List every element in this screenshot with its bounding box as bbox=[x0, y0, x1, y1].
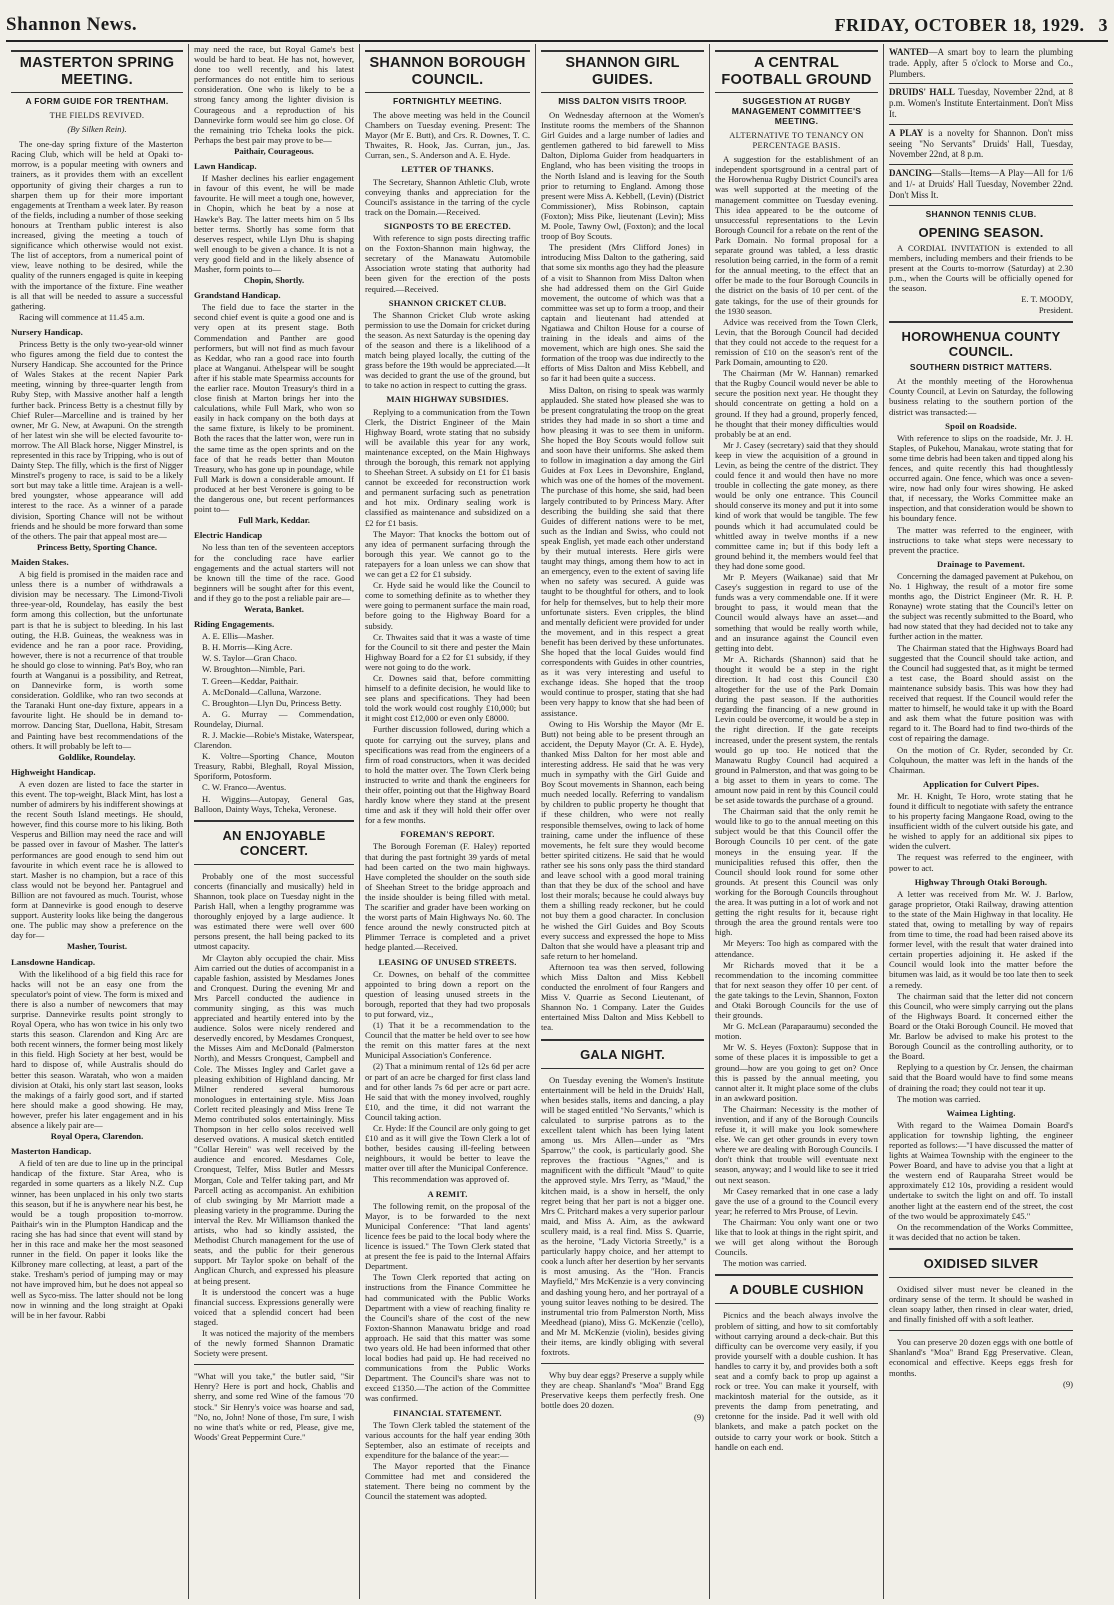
advert-number: (9) bbox=[1062, 1378, 1073, 1389]
classified-ad bbox=[889, 44, 1073, 84]
paragraph: The field due to face the starter in the second chief event is quite a good one and is very open at its present stage. Both Commendation and Panther are good performers, but will not find as much favour as Keddar, who ran a good race into fourth place at Wanganui. Athelspear will be sought after if his stable mate Spearmiss accounts for the earlier race. Mouton Treasury's third in a close finish at Marton brings her into the calculations, while Full Mark, who won so easily in hack company on the both days at the same fixture, is likely to be prominent. Both the races that the latter won, were run in the same time as the open sprints and on the face of that he reads better than Mouton Treasury, who has gone up in poundage, while Full Mark is down a considerable amount. If produced at her best Veronere is going to be the dangerous one, but recent performances point to— bbox=[194, 302, 354, 515]
paragraph: Oxidised silver must never be cleaned in the ordinary sense of the term. It should be washed in clean soapy lather, then rinsed in clear water, dried, and finally finished off with a soft leather. bbox=[889, 1283, 1073, 1325]
paragraph: The Secretary, Shannon Athletic Club, wrote conveying thanks and appreciation for the Council's assistance in the tarring of the cycle track on the Domain.—Received. bbox=[365, 176, 530, 217]
subheading: LEASING OF UNUSED STREETS. bbox=[378, 956, 517, 967]
ad-lead: DRUIDS' HALL bbox=[889, 87, 955, 98]
paragraph: On the motion of Cr. Ryder, seconded by Cr. Colquhoun, the matter was left in the hands of the Chairman. bbox=[889, 744, 1073, 775]
divider bbox=[889, 321, 1073, 323]
article-title: SHANNON BOROUGH COUNCIL. bbox=[365, 50, 530, 93]
paragraph: Mr Clayton ably occupied the chair. Miss Aim carried out the duties of accompanist in a capable fashion, assisted by Mesdames Jones and Cronquest. During the evening Mr and Mrs Parcell conducted the audience in community singing, as this was much appreciated and heartily entered into by the audience. Solos were nicely rendered and deservedly encored, by Mesdames Cronquest, the Misses Aim and McDonald (Palmerston North), and Messrs Cronquest, Campbell and Cole. The Misses Ingley and Carlet gave a pleasing exhibition of Highland dancing. Mr Milner rendered several humorous monologues in entertaining style. Miss Joan Corlett recited pleasingly and Miss Irene Te Memo contributed solos entertainingly. Miss Thompson in her cello solos received well deserved ovations. A musical sketch entitled "Collar Herein" was well received by the audience and encored. Mesdames Cole, Cronquest, Telfer, Miss Butler and Messrs Morgan, Cole and Telfer taking part, and Mr Parcell acting as accompanist. An exhibition of club swinging by Mr Marriott made a pleasing variety in the programme. During the interval the Rev. Mr Williamson thanked the artists, who had so kindly assisted, the Methodist Church management for the use of seats, and the public for their generous support. Mr Taylor spoke on behalf of the Anglican Church, and expressed his pleasure at being present. bbox=[194, 952, 354, 1286]
paragraph: A CORDIAL INVITATION is extended to all members, including members and their friends to be present at the Courts to-morrow (Saturday) at 2.30 p.m., when the Courts will be officially opened for the season. bbox=[889, 242, 1073, 293]
subheading: MAIN HIGHWAY SUBSIDIES. bbox=[386, 394, 509, 405]
column-2 bbox=[189, 44, 360, 1599]
tip-line: Chopin, Shortly. bbox=[243, 275, 305, 286]
subheading: Highway Through Otaki Borough. bbox=[914, 876, 1048, 887]
ad-text: —A smart boy to learn the plumbing trade. Apply, after 5 o'clock to Morse and Co., Plumbers. bbox=[889, 47, 1073, 79]
ad-text: —Stalls—Items—A Play—All for 1/6 and 1/- at Druids' Hall Tuesday, November 22nd. Don't Miss It. bbox=[889, 168, 1073, 200]
paragraph: Mr W. S. Heyes (Foxton): Suppose that in some of these places it is impossible to get a ground—how are you going to get on? Once this is passed by the annual meeting, you cannot alter it. It might place some of the clubs in an awkward position. bbox=[715, 1042, 878, 1103]
paragraph: Miss Dalton, on rising to speak was warmly applauded. She stated how pleased she was to be present congratulating the troop on the great strides they had made in so short a time and how pleasing it was to see them in uniform. She hoped the Boy Scouts would follow suit and soon have their uniforms. She asked them to follow in imagination a day among the Girl Guides at Fox Lees in Devonshire, England, which was one of the homes of the movement. The purchase of this home, she said, had been largely contributed to by Princess Mary. After describing the building she said that there Guides of different nations were to be met, such as the Indian and Swiss, who could not speak English, yet made each other understand by their mutual interests. Here girls were taught may things, among them how to act in an emergency, even to the extent of saving life when no safety was secured. A guide was taught to be thoughtful for others, and to look for help for themselves, but to help their more unfortunate sisters. Even cripples, the blind and mentally deficient were provided for under the movement, and in this respect a great benefit has been derived by these unfortunates. She hoped that the local Guides would find correspondents with Guides in other countries, as it was very interesting and useful to exchange ideas. She hoped that the troop would continue to prosper, stating that she had been very happy to know that she had been of assistance. bbox=[541, 384, 704, 718]
section-heading: Lansdowne Handicap. bbox=[11, 956, 96, 967]
paragraph: The motion was carried. bbox=[897, 1093, 981, 1104]
classified-ad bbox=[889, 84, 1073, 124]
paragraph: Further discussion followed, during which a quote for carrying out the survey, plans and specifications was read from the engineers of a firm of road constructors, when it was decided to hold the matter over. The Town Clerk being instructed to write and thank the engineers for their offer, pointing out that the Highway Board hardly know where they stand at the present time and ask if they will hold their offer over for a few months. bbox=[365, 724, 530, 826]
column-5 bbox=[710, 44, 884, 1599]
subheading: LETTER OF THANKS. bbox=[401, 164, 494, 175]
paragraph: A field of ten are due to line up in the principal handicap of the fixture. Star Area, who is regarded in some quarters as a likely N.Z. Cup winner, has been unplaced in his only two starts this season, but if he is anywhere near his best, he would be a tough proposition to-morrow. Paithair's win in the Plumpton Handicap and the racing she has had since that event will stand by her in this race and make her the most seasoned runner in the field. On paper it looks like the Kilbroney mare collecting, at least, a part of the stake. Tresham's period of jumping may or may not have improved him, but he does not appeal so well as Syco-miss. The latter should not be long now in winning and the long straight at Opaki will be in her favour. Rabbi bbox=[11, 1158, 183, 1320]
column-4 bbox=[536, 44, 710, 1599]
paragraph: Mr Richards moved that it be a recommendation to the incoming committee that for next season they offer 10 per cent. of the gate takings to the Levin, Shannon, Foxton and Otaki Borough Councils for the use of their grounds. bbox=[715, 959, 878, 1021]
article-title: SHANNON GIRL GUIDES. bbox=[541, 50, 704, 93]
section-heading: Masterton Handicap. bbox=[11, 1146, 92, 1157]
rider-line: W. S. Taylor—Gran Chaco. bbox=[202, 653, 297, 664]
paragraph: On Wednesday afternoon at the Women's Institute rooms the members of the Shannon Girl Guides and a large number of ladies and gentlemen gathered to bid farewell to Miss Dalton, Diploma Guider from headquarters in England, who has been visiting the troops in the North Island and is leaving for the South prior to returning to England. Among those present were Miss A. Kebbell, (Levin) (District Commissioner), Miss Robinson, captain (Foxton); Miss Pike, lieutenant (Levin); Miss M. Poole, Tawny Owl, (Foxton); and the local troop of Boy Scouts. bbox=[541, 110, 704, 242]
paragraph: Racing will commence at 11.45 a.m. bbox=[19, 311, 145, 322]
rider-line: C. Broughton—Llyn Du, Princess Betty. bbox=[202, 697, 342, 708]
subheading: Spoil on Roadside. bbox=[945, 420, 1017, 431]
paragraph: Cr. Downes said that, before committing himself to a definite decision, he would like to see plans and specifications. They had been told the work would cost roughly £10,000; but it might cost £12,000 or even only £8000. bbox=[365, 672, 530, 724]
paragraph: At the monthly meeting of the Horowhenua County Council, at Levin on Saturday, the following business relating to the southern portion of the district was transacted:— bbox=[889, 376, 1073, 417]
tip-line: Werata, Banket. bbox=[244, 603, 304, 614]
paragraph: Advice was received from the Town Clerk, Levin, that the Borough Council had decided that they could not accede to the request for a remission of £10 on the season's rent of the Park Domain, amounting to £20. bbox=[715, 316, 878, 368]
subheading: Application for Culvert Pipes. bbox=[922, 778, 1040, 789]
rider-line: K. Voltre—Sporting Chance, Mouton Treasury, Rabbi, Bleghall, Royal Mission, Sporiform, Potosform. bbox=[194, 751, 354, 782]
article-title: GALA NIGHT. bbox=[580, 1046, 665, 1062]
subheading: A REMIT. bbox=[427, 1188, 468, 1199]
paragraph: On the recommendation of the Works Committee, it was decided that no action be taken. bbox=[889, 1221, 1073, 1242]
paragraph: may need the race, but Royal Game's best would be hard to beat. He has not, however, done too well recently, and his latest performances do not entitle him to serious consideration. One who is likely to be a strong fancy among the lighter division is Courageous and a reproduction of his Dannevirke form would see him go close. Of the remaining trio Tcheka looks the pick. Perhaps the best pair may prove to be— bbox=[194, 44, 354, 145]
paragraph: Cr. Thwaites said that it was a waste of time for the Council to sit there and pester the Main Highway Board for a £2 for £1 subsidy, if they were not going to do the work. bbox=[365, 631, 530, 672]
section-heading: Riding Engagements. bbox=[194, 619, 275, 630]
paragraph: The Town Clerk reported that acting on instructions from the Finance Committee he had communicated with the Public Works Department with a view of reaching finality re the Council's share of the cost of the new Foxton-Shannon Manawatu bridge and road approach. He said that this matter was some two years old. He had been informed that other local bodies had paid up. He had received no communications from the Public Works Department. The Council's share was not to exceed £1350.—The action of the Committee was confirmed. bbox=[365, 1272, 530, 1404]
paragraph: The Chairman: Necessity is the mother of invention, and if any of the Borough Councils refuse it, it will make you look somewhere else. We can get other grounds in every town where we are dealing with Borough Councils. I don't think that trouble will eventuate next season, anyway; and I would like to see it tried out next season. bbox=[715, 1103, 878, 1185]
article-subtitle: FORTNIGHTLY MEETING. bbox=[393, 96, 502, 106]
article-title: AN ENJOYABLE CONCERT. bbox=[222, 827, 326, 858]
paragraph: On Tuesday evening the Women's Institute entertainment will be held in the Druids' Hall, when besides stalls, items and dancing, a play will be staged entitled "No Servants," which is calculated to surprise patrons as to the excellent talent which has been lying latent among us. Mrs Allen—under as "Mrs Sparrow," the cook, is particularly good. She reproves the fractious "Agnes," and is magnificent with the difficult "Maud" to quite the approved style. Mrs Terry, as "Maud," the kitchen maid, is a show in herself, the only regret being that her part is not a bigger one. Mrs C. Pritchard makes a very superior parlour maid, and Miss A. Aim, as the awkward scullery maid, is a real find. Miss S. Quarrie, as the heroine, "Lady Victoria Streetly," is a particularly happy choice, and her attempt to cook a lunch after her desertion by her servants is most amusing. As the "Hon. Francis Mayfield," Mrs McKenzie is a very convincing and dashing young hero, and her portrayal of a young suitor leaves nothing to be desired. The instrumental trio from Palmerston North, Miss Meedhead (piano), Miss G. McKenzie ('cello), and Mr M. McKenzie (violin), besides giving their items, are kindly obliging with several foxtrots. bbox=[541, 1074, 704, 1358]
page-number: 3 bbox=[1098, 15, 1108, 35]
article-subtitle-2: ALTERNATIVE TO TENANCY ON PERCENTAGE BASIS. bbox=[729, 130, 864, 151]
rider-line: B. H. Morris—King Acre. bbox=[202, 642, 293, 653]
subheading: Drainage to Pavement. bbox=[937, 558, 1025, 569]
tip-line: Goldlike, Roundelay. bbox=[58, 751, 136, 762]
ad-text: Tuesday, November 22nd, at 8 p.m. Women's Institute Entertainment. Don't Miss It. bbox=[889, 87, 1073, 119]
paragraph: It was noticed the majority of the members of the newly formed Shannon Dramatic Society were present. bbox=[194, 1327, 354, 1359]
paragraph: The motion was carried. bbox=[723, 1258, 807, 1269]
article-subtitle: SOUTHERN DISTRICT MATTERS. bbox=[909, 362, 1053, 373]
subheading: FOREMAN'S REPORT. bbox=[400, 829, 495, 840]
paragraph: The Town Clerk tabled the statement of the various accounts for the half year ending 30th September, also an estimate of receipts and expenditure for the balance of the year:— bbox=[365, 1419, 530, 1460]
tip-line: Full Mark, Keddar. bbox=[238, 515, 310, 526]
column-1 bbox=[6, 44, 189, 1599]
paragraph: The Chairman said that the only remit he would like to go to the annual meeting on this subject would be that this Council offer the Borough Councils 10 per cent. of the gate moneys in the ensuing year. If the municipalities refused this offer, then the Council should look round for some other grounds. At present this Council was only working for the Borough Councils throughout the area. It was putting in a lot of work and not getting the right results for it, because right through the area the ground rentals were too high. bbox=[715, 806, 878, 938]
paragraph: Mr A. Richards (Shannon) said that he thought it would be a step in the right direction. It had cost this Council £30 altogether for the use of the Park Domain during the past season. If the authorities regarding the financing of a new ground in Levin could be overcome, it would be a step in the right direction. If the gate receipts increased, under the present system, the rentals would go up too. He noticed that the Manawatu Rugby Council had acquired a ground in Palmerston, and that was going to be a big asset to them in years to come. The amount now paid in rent by this Council could be set aside towards the purchase of a ground. bbox=[715, 653, 878, 806]
paragraph: The following remit, on the proposal of the Mayor, is to be forwarded to the next Municipal Conference: "That land agents' licence fees be paid to the local body where the licence is issued." The Town Clerk stated that at present the fee is paid to the Internal Affairs Department. bbox=[365, 1200, 530, 1272]
tip-line: Masher, Tourist. bbox=[66, 941, 128, 952]
paragraph: Owing to His Worship the Mayor (Mr E. Butt) not being able to be present through an accident, the Deputy Mayor (Cr. A. E. Hyde), thanked Miss Dalton for her most able and interesting address. He said that he was very much in sympathy with the Girl Guide and Boy Scout movements in Shannon, each being much needed locally. Referring to vandalism by children to public property he thought that if these children, who were not really responsible themselves, owing to lack of home training, came under the influence of these movements, he felt sure they would become better spirited citizens. He said that he would rather see his sons only pass the third standard and leave school with a good moral training than that they be dux of the school and have lost their morals; because he could always buy them a shilling ready reckoner, but he could not buy them a good character. In conclusion he wished the Girl Guides and Boy Scouts every success and expressed the hope to Miss Dalton that she would have a pleasant trip and safe return to her homeland. bbox=[541, 718, 704, 961]
subheading: FINANCIAL STATEMENT. bbox=[393, 1407, 502, 1418]
article-subtitle: MISS DALTON VISITS TROOP. bbox=[558, 96, 687, 106]
subheading: Waimea Lighting. bbox=[946, 1107, 1016, 1118]
divider bbox=[541, 1039, 704, 1041]
article-subtitle-2: THE FIELDS REVIVED. bbox=[49, 110, 145, 120]
section-heading: Maiden Stakes. bbox=[11, 556, 69, 567]
tip-line: Princess Betty, Sporting Chance. bbox=[36, 541, 158, 552]
divider bbox=[889, 1277, 1073, 1278]
article-title: A DOUBLE CUSHION bbox=[729, 1282, 864, 1298]
rider-line: A. E. Ellis—Masher. bbox=[202, 631, 274, 642]
divider bbox=[715, 1274, 878, 1276]
column-6 bbox=[884, 44, 1078, 1599]
article-title: OPENING SEASON. bbox=[918, 224, 1044, 240]
paragraph: Replying to a question by Cr. Jensen, the chairman said that the Board would have to find some means of draining the road; they could not tear it up. bbox=[889, 1062, 1073, 1093]
paragraph: Cr. Hyde: If the Council are only going to get £10 and as it will give the Town Clerk a lot of bother, besides causing ill-feeling between neighbours, it would be better to leave the matter over till after the Municipal Conference. bbox=[365, 1123, 530, 1174]
paragraph: The matter was referred to the engineer, with instructions to take what steps were necessary to prevent the practice. bbox=[889, 524, 1073, 555]
section-heading: Electric Handicap bbox=[194, 530, 263, 541]
paragraph: The Mayor reported that the Finance Committee had met and considered the statement. There being no comment by the Council the statement was adopted. bbox=[365, 1461, 530, 1502]
paragraph: No less than ten of the seventeen acceptors for the concluding race have earlier engagements and the actual starters will not be known till the time of the race. Good beginners will be sought after for this event, and if they go to the post a reliable pair are— bbox=[194, 542, 354, 603]
ad-lead: WANTED bbox=[889, 47, 929, 57]
paragraph: This recommendation was approved of. bbox=[373, 1174, 510, 1185]
column-3 bbox=[360, 44, 536, 1599]
paragraph: With regard to the Waimea Domain Board's application for township lighting, the engineer reported as follows:—"I have discussed the matter of lights at Waimea Township with the engineer to the Power Board, and have to advise you that a light at the western end of Rauparaha Street would be approximately £12 10s, providing a resident would undertake to switch the light on and off. To install another light at the eastern end of the street, the cost of the two would be approximately £45." bbox=[889, 1119, 1073, 1221]
advert-verse: "What will you take," the butler said, "Sir Henry? Here is port and hock, Chablis and sherry, and some red Wine of the famous '70 stock." Sir Henry's voice was hoarse and sad, "No, no, John! None of those, I'm sure, I wish no wine that's white or red, Please, give me, Woods' Great Peppermint Cure." bbox=[194, 1371, 354, 1442]
subheading: SIGNPOSTS TO BE ERECTED. bbox=[384, 220, 511, 231]
article-subtitle: SUGGESTION AT RUGBY MANAGEMENT COMMITTEE'S MEETING. bbox=[731, 96, 862, 126]
subheading: SHANNON CRICKET CLUB. bbox=[388, 297, 507, 308]
article-title: HOROWHENUA COUNTY COUNCIL. bbox=[901, 329, 1061, 360]
rider-line: T. Green—Keddar, Paithair. bbox=[202, 675, 299, 686]
signature-role: President. bbox=[1038, 305, 1073, 316]
paragraph: The Chairman (Mr W. Hannan) remarked that the Rugby Council would never be able to secure the position next year. He thought they should concentrate on getting a hold on a ground. If they had a ground, properly fenced, he thought that their money difficulties would probably be at an end. bbox=[715, 368, 878, 439]
section-heading: Lawn Handicap. bbox=[194, 161, 257, 172]
paper-name: Shannon News. bbox=[6, 14, 138, 35]
paragraph: The Shannon Cricket Club wrote asking permission to use the Domain for cricket during the season. As next Saturday is the opening day of the season and there is a likelihood of a match being played locally, the cutting of the grass before the 19th would be appreciated.—It was decided to grant the use of the ground, but to take no action in respect to cutting the grass. bbox=[365, 309, 530, 391]
paragraph: Mr. H. Knight, Te Horo, wrote stating that he found it difficult to negotiate with safety the entrance to his property facing Mangaone Road, owing to the insufficient width of the culvert outside his gate, and he wished to apply for an additional six pipes to widen the culvert. bbox=[889, 790, 1073, 852]
classified-ad bbox=[889, 165, 1073, 205]
ad-text: is a novelty for Shannon. Don't miss seeing "No Servants" Druids' Hall, Tuesday, November 22nd, at 8 p.m. bbox=[889, 127, 1073, 160]
paragraph: The Chairman stated that the Highways Board had suggested that the Council should take action, and the Council had suggested that, as it might be termed a test case, the Board should assist on the maintenance subsidy basis. This was how they had received that request. If the Council would refer the matter to himself, he would take it up with the Board and ask them what the future position was with regard to it. The Board had to find two-thirds of the cost of repairing the damage. bbox=[889, 642, 1073, 744]
section-heading: Highweight Handicap. bbox=[11, 766, 96, 777]
paragraph: Probably one of the most successful concerts (financially and musically) held in Shannon, took place on Tuesday night in the Parish Hall, when a lengthy programme was thoroughly enjoyed by a large audience. It was estimated there were well over 600 persons present, the hall being packed to its utmost capacity. bbox=[194, 870, 354, 952]
advert-text: Why buy dear eggs? Preserve a supply while they are cheap. Shanland's "Moa" Brand Egg Preservative keeps them perfectly fresh. One bottle does 20 dozen. bbox=[541, 1370, 704, 1411]
page-columns bbox=[6, 44, 1108, 1599]
paragraph: The Mayor: That knocks the bottom out of any idea of permanent surfacing through the borough this year. We cannot go to the ratepayers for a loan unless we can show that we can get a £2 for £1 subsidy. bbox=[365, 528, 530, 580]
rider-line: A. McDonald—Calluna, Warzone. bbox=[202, 686, 322, 697]
article-title: OXIDISED SILVER bbox=[923, 1255, 1039, 1271]
paragraph: The request was referred to the engineer, with power to act. bbox=[889, 852, 1073, 873]
paragraph: A big field is promised in the maiden race and unless there is a number of withdrawals a division may be necessary. The Limond-Tivoli three-year-old, Roundelay, has easily the best form among this collection, but the unfortunate part is that he is subject to bleeding. In his last outing, the H.B. Guineas, the weakness was in evidence and he ran a poor race. Providing, however, there is not a recurrence of that trouble he should go close to winning. Pat's Boy, who ran fourth at Wanganui is a possibility, and Retreat, on Dannevirke form, is worth some consideration. Goldlike, who ran two seconds at the Taranaki Hunt one-day fixture, appears in a favourite light. He should be in demand to-morrow. Dancing Star, Duellona, Habit, Stresam and Painting have best recommendations of the others. It will probably be left to— bbox=[11, 569, 183, 751]
paragraph: Princess Betty is the only two-year-old winner who figures among the field due to contest the Nursery Handicap. She accounted for the Prince of Wales Stakes at the recent Napier Park meeting, winning by three-quarter length from Ruby Step, with Massive another half a length further back. Princess Betty is a chestnut filly by Chief Ruler—Marcelline and is trained by her owner, Mr G. New, at Awapuni. On the strength of her latest win she will be elected favourite to-morrow. The All Black horse, Nigger Minstrel, is represented in this race by Tripping, who is out of Dainty Step. The filly, which is the first of Nigger Minstrel's progeny to race, is said to be a likely sort but may take a little time. Arajean is a well-bred youngster, whose appearance will add interest to the race. As a winner of a parade division, Sporting Chance will not be without friends and he should be more forward than some of the others. The pair that appeal most are— bbox=[11, 338, 183, 541]
paragraph: The Borough Foreman (F. Haley) reported that during the past fortnight 39 yards of metal had been carted on the two main highways. Have completed the shoulder on the south side of Sheehan Street to the bridge approach and the inside shoulder is being filled with metal. The scarifier and grader have been working on the worst parts of Main Highways No. 60. The fence around the newly constructed pitch at Plimmer Terrace is completed and a privet hedge planted.—Received. bbox=[365, 841, 530, 953]
ad-lead: DANCING bbox=[889, 168, 933, 179]
masthead bbox=[6, 0, 1108, 42]
rider-line: W. Broughton—Nimble, Pari. bbox=[202, 664, 306, 675]
club-heading: SHANNON TENNIS CLUB. bbox=[925, 208, 1037, 219]
divider bbox=[194, 1364, 354, 1365]
article-title: A CENTRAL FOOTBALL GROUND bbox=[715, 50, 878, 93]
paragraph: (2) That a minimum rental of 12s 6d per acre or part of an acre be charged for first class land and for other lands 7s 6d per acre or part acre. He said that with the money involved, roughly £10, and the time, it did not warrant the Council taking action. bbox=[365, 1061, 530, 1122]
rider-line: C. W. Franco—Aventus. bbox=[202, 782, 287, 793]
divider bbox=[715, 1303, 878, 1304]
section-heading: Grandstand Handicap. bbox=[194, 290, 281, 301]
paragraph: The chairman said that the letter did not concern this Council, who were simply carrying out the plans of the Highways Board. It concerned either the Board or the Otaki Borough Council. He moved that Mr. Barlow be advised to make his protest to the Borough Council as the controlling authority, or to the Board. bbox=[889, 990, 1073, 1062]
paragraph: Mr Meyers: Too high as compared with the attendance. bbox=[715, 938, 878, 959]
paragraph: Mr Casey remarked that in one case a lady gave the use of a ground to the Council every year; he referred to Mrs Prouse, of Levin. bbox=[715, 1185, 878, 1216]
paragraph: The Chairman: You only want one or two like that to look at things in the right spirit, and we will get along without the Borough Councils. bbox=[715, 1216, 878, 1258]
classified-ad bbox=[889, 125, 1073, 165]
paragraph: Cr. Hyde said he would like the Council to come to something definite as to whether they were going to permanent surface the main road, before going to the Highway Board for a subsidy. bbox=[365, 580, 530, 631]
byline: (By Silken Rein). bbox=[67, 124, 127, 135]
date-line: FRIDAY, OCTOBER 18, 1929. bbox=[834, 15, 1085, 35]
divider bbox=[889, 1330, 1073, 1331]
paragraph: If Masher declines his earlier engagement in favour of this event, he will be made favourite. He will meet a tough one, however, in Chopin, which he beat by a nose at Hawke's Bay. The latter meets him on 5 lbs better terms. Shortly has some form that deserves respect, while Llyn Dhu is shaping well enough to be given a chance. It is not a very good field and in the likely absence of Masher, form points to— bbox=[194, 173, 354, 274]
section-heading: Nursery Handicap. bbox=[11, 326, 83, 337]
paragraph: Picnics and the beach always involve the problem of sitting, and how to sit comfortably without carrying around a deck-chair. But this difficulty can be overcome very easily, if you provide yourself with a double cushion. It has handles to carry it by, and provides both a soft seat and a comfy back to prop up against a rock or tree. You can make it yourself, with mackintosh material for the outside, as it prevents the damp from penetrating, and cretonne for the inside. Pad it well with old blankets, and make a patch pocket on the outside to carry your work or book. Stitch a handle on each end. bbox=[715, 1310, 878, 1452]
rider-line: H. Wiggins—Autopay, General Gas, Balloon, Dainty Ways, Tcheka, Veronese. bbox=[194, 793, 354, 814]
paragraph: With reference to slips on the roadside, Mr. J. H. Staples, of Pukehou, Manakau, wrote stating that for some time debris had been taken and tipped along his fences, and quite recently this had thoughtlessly occurred again. One fence, which was once a seven-wire, now had only four wires showing. He asked that, if necessary, the Works Committee make an inspection, and that consideration would be shown to his boundary fence. bbox=[889, 432, 1074, 524]
paragraph: With the likelihood of a big field this race for hacks will not be an easy one from the speculator's point of view. The form is mixed and there is also a number of newcomers that may surprise. Dannevirke results point strongly to Royal Opera, who has won twice in his only two starts this season. Clarendon and King Arc are both recent winners, the former being most likely in this field. High Society at her best, would be hard to dispose of, while Australis should do better this season. Waratah, who won a maiden division at Otaki, his only start last season, looks the makings of a fairly good sort, and if started here should make a good showing. He may, however, prefer his later engagement and in his absence a likely pair are— bbox=[11, 968, 183, 1130]
paragraph: The one-day spring fixture of the Masterton Racing Club, which will be held at Opaki to-morrow, is a popular meeting with owners and trainers, as it provides them with an excellent opportunity of giving their charges a run to sharpen them up for their more important engagements at Trentham a week later. By reason of the fields, including a number of those seeking honours at Trentham public interest is also increased, giving the meeting a touch of significance which otherwise would not exist. The list of acceptors, from a numerical point of view, leave nothing to be desired, while the quality of the runners engaged is quite in keeping with the importance of the fixture. Fine weather is all that will be needed to assure a successful gathering. bbox=[11, 139, 183, 311]
date-page bbox=[835, 15, 1108, 40]
paragraph: A letter was received from Mr. W. J. Barlow, garage proprietor, Otaki Railway, drawing attention to the state of the Main Highway in that locality. He stated that, owing to metalling by way of repairs from time to time, the road had been raised above its former level, with the result that water drained into certain properties adjoining it. He asked if the Council would look into the matter before the bitumen was laid, as it would be too late then to seek a remedy. bbox=[889, 888, 1073, 990]
paragraph: (1) That it be a recommendation to the Council that the matter be held over to see how the remit on this matter fares at the next Municipal Association's Conference. bbox=[365, 1020, 530, 1061]
paragraph: Mr P. Meyers (Waikanae) said that Mr Casey's suggestion in regard to use of the funds was a very commendable one. If it were brought to pass, it would mean that the Council would always have an asset—and something that would be really worth while, and an insurance against the Council even getting into debt. bbox=[715, 572, 878, 653]
paragraph: The above meeting was held in the Council Chambers on Tuesday evening. Present: The Mayor (Mr E. Butt), and Crs. R. Downes, T. C. Thwaites, R. Hook, Jas. Curran, jun., Jas. Curran, sen., S. Anderson and A. E. Hyde. bbox=[365, 110, 530, 161]
paragraph: With reference to sign posts directing traffic on the Foxton-Shannon main highway, the secretary of the Manawatu Automobile Association wrote stating that authority had been given for the erection of the posts required.—Received. bbox=[365, 233, 530, 294]
paragraph: Cr. Downes, on behalf of the committee appointed to bring down a report on the question of leasing unused streets in the borough, reported that they had two proposals to put forward, viz., bbox=[365, 968, 530, 1019]
paragraph: The president (Mrs Clifford Jones) in introducing Miss Dalton to the gathering, said that some six months ago they had the pleasure of a visit to Shannon from Miss Dalton when she had addressed them on the Girl Guide movement, the outcome of which was that a committee was set up to form a troop, and their captain and lieutenant had attended at Ngatiawa and Chilton House for a course of training in the ideals and aims of the movement, which are high ones. She said the formation of the troop was due indirectly to the efforts of Miss Dalton and Miss Kebbell, and so far it had been quite a success. bbox=[541, 242, 704, 384]
ad-lead: A PLAY bbox=[889, 127, 924, 138]
paragraph: Mr G. McLean (Paraparaumu) seconded the motion. bbox=[715, 1021, 878, 1042]
divider bbox=[194, 820, 354, 822]
paragraph: Afternoon tea was then served, following which Miss Dalton and Miss Kebbell conducted the enrolment of four Rangers and Miss V. Quarrie as Second Lieutenant, of Shannon No. 1 Company. Later the Guides entertained Miss Dalton and Miss Kebbell to tea. bbox=[541, 961, 704, 1033]
divider bbox=[541, 1363, 704, 1364]
tip-line: Royal Opera, Clarendon. bbox=[50, 1131, 144, 1142]
tip-line: Paithair, Courageous. bbox=[234, 145, 314, 156]
paragraph: A suggestion for the establishment of an independent sportsground in a central part of the Horowhenua Rugby District Council's area was well supported at the meeting of the management committee on Tuesday evening. This idea appeared to be the outcome of unsuccessful representations to the Levin Borough Council for a rebate on the rent of the Park Domain. No formal proposal for a separate ground was tabled, a less drastic resolution being carried, in the form of a remit for the annual meeting, to the effect that an offer be made to the four Borough Councils in the district on the basis of 10 per cent. of the gate takings, for the use of their grounds for the 1930 season. bbox=[715, 154, 878, 316]
paragraph: Replying to a communication from the Town Clerk, the District Engineer of the Main Highway Board, wrote stating that no subsidy will be available this year for any work, maintenance excepted, on the Main Highways through the borough, this remark not applying to Sheehan Street. A subsidy on £1 for £1 basis cannot be exceeded for reconstruction work and permanent surfacing such as penetration and hot mix. Ordinary sealing work is classified as maintenance and subsidized on a £2 for £1 basis. bbox=[365, 406, 530, 528]
paragraph: It is understood the concert was a huge financial success. Expressions generally were voiced that a splendid concert had been staged. bbox=[194, 1286, 354, 1327]
divider bbox=[541, 1068, 704, 1069]
paragraph: A even dozen are listed to face the starter in this event. The top-weight, Black Mint, has lost a number of admirers by his indifferent showings at the recent South Island meetings. He should, however, find this course more to his liking. Both Vesperus and Billion may need the race and will be passed over in favour of Masher. The latter's performances are good enough to send him out favourite in which event race he is allowed to start. Masher is no champion, but a race of this class would not be beyond her. Pantagruel and Billion are not favoured as much. Tourist, whose form at Dannevirke is good enough to deserve support. Austerity looks like being the dangerous one. The public may show a preference on the day for— bbox=[11, 778, 183, 941]
signature: E. T. MOODY, bbox=[1021, 294, 1073, 305]
paragraph: Concerning the damaged pavement at Pukehou, on No. 1 Highway, the result of a motor fire some months ago, the District Engineer (Mr. R. H. P. Ronayne) wrote stating that the Council's letter on the subject was recently submitted to the Board, who had now stated that they had decided not to take any further action in the matter. bbox=[889, 570, 1073, 642]
advert-number: (9) bbox=[693, 1411, 704, 1422]
rider-line: A. G. Murray — Commendation, Roundelay, Diurnal. bbox=[194, 708, 354, 729]
article-title: MASTERTON SPRING MEETING. bbox=[11, 50, 183, 93]
rider-line: R. J. Mackie—Robie's Mistake, Waterspear, Clarendon. bbox=[194, 730, 354, 751]
advert-text: You can preserve 20 dozen eggs with one bottle of Shanland's "Moa" Brand Egg Preservative. Clean, economical and effective. Keeps eggs fresh for months. bbox=[889, 1337, 1073, 1378]
paragraph: Mr J. Casey (secretary) said that they should keep in view the acquisition of a ground in Levin, as being the centre of the district. They could fence it and would then have no more trouble in collecting the gate money, as there would be only one entrance. This Council should conserve its money and put it into some kind of work that would be tangible. The few pounds which it had accumulated could be whittled away in twelve months if a new committee came in; but if this body left a ground behind it, the members would feel that they had done some good. bbox=[715, 439, 878, 571]
divider bbox=[889, 1248, 1073, 1250]
article-subtitle: A FORM GUIDE FOR TRENTHAM. bbox=[25, 96, 169, 106]
divider bbox=[194, 864, 354, 865]
